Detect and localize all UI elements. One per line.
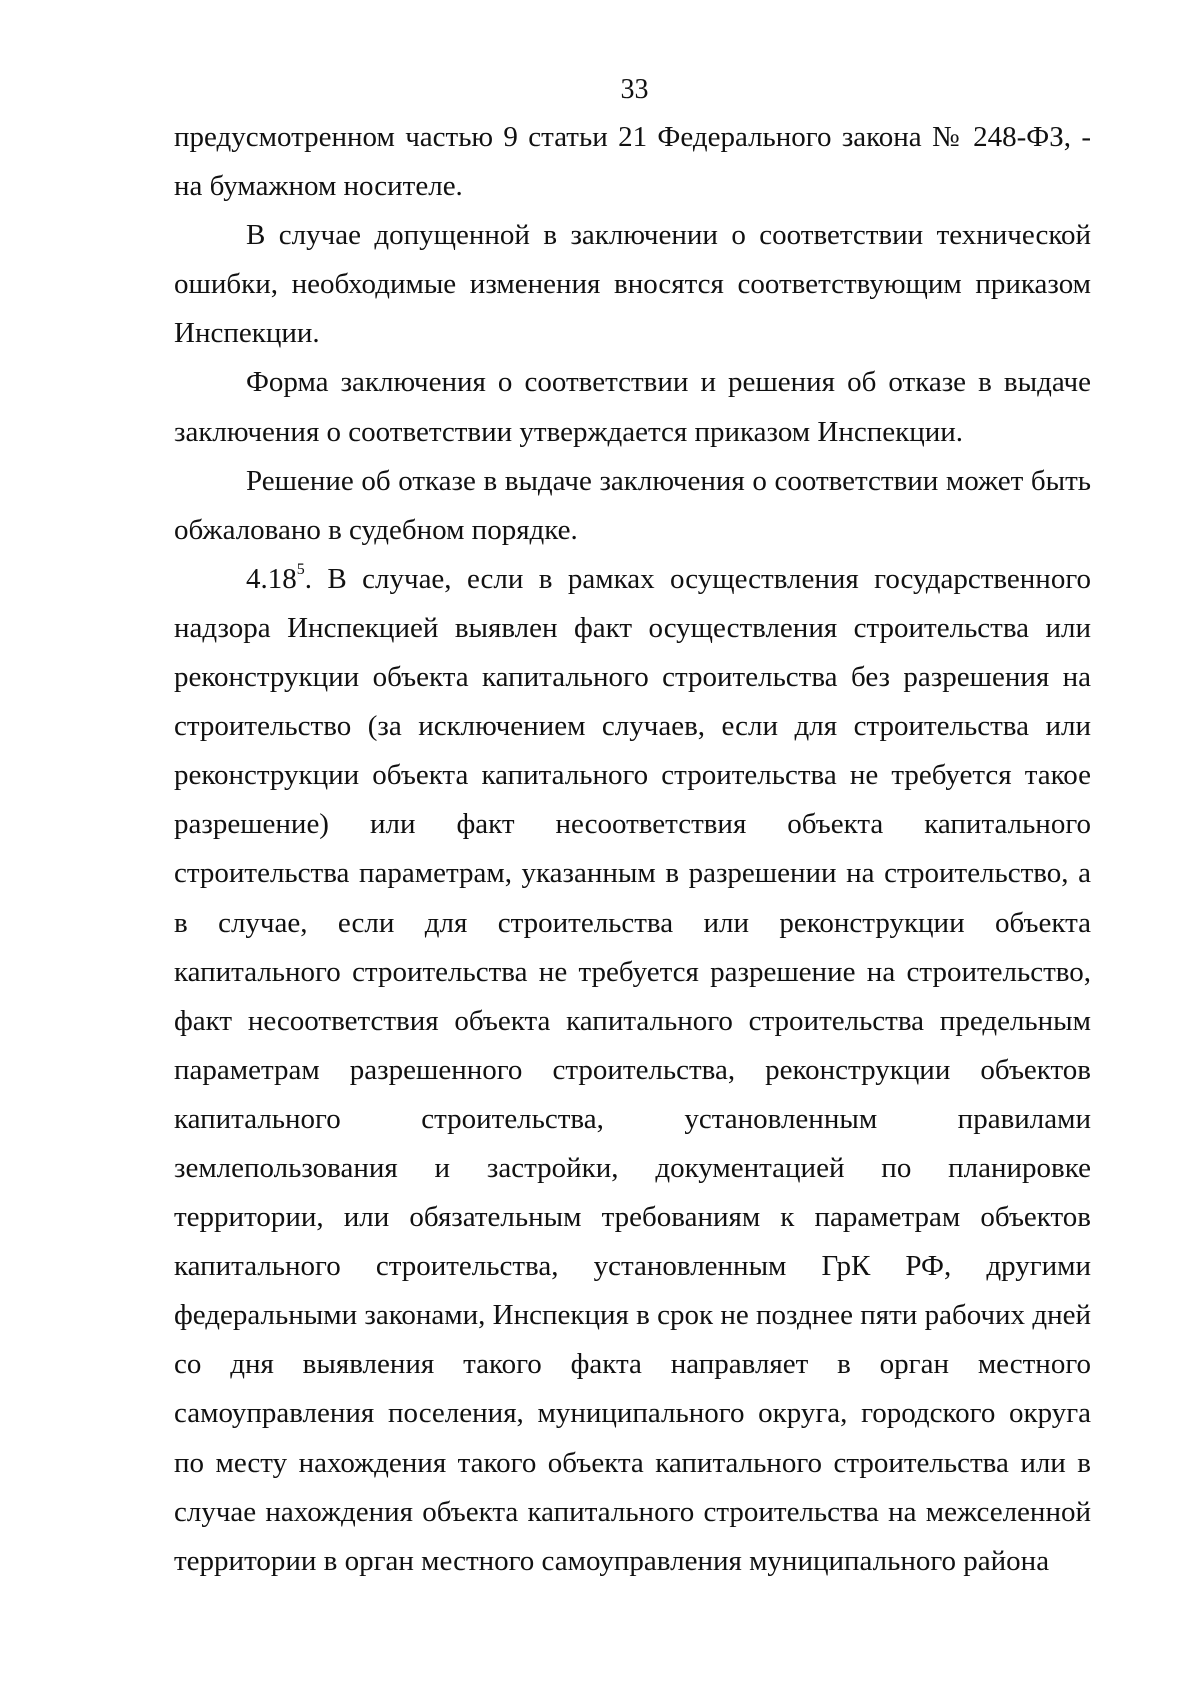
paragraph-appeal: Решение об отказе в выдаче заключения о соответствии может быть обжаловано в судебном порядке.: [174, 464, 1091, 546]
paragraph-conclusion-form: Форма заключения о соответствии и решения об отказе в выдаче заключения о соответствии утверждается приказом Инспекции.: [174, 366, 1091, 448]
paragraph-technical-error: В случае допущенной в заключении о соответствии технической ошибки, необходимые изменения вносятся соответствующим приказом Инспекции.: [174, 219, 1091, 350]
paragraph-continuation: предусмотренном частью 9 статьи 21 Федерального закона № 248-ФЗ, - на бумажном носителе.: [174, 121, 1091, 203]
page-number: 33: [620, 74, 649, 105]
clause-number: 4.18: [246, 562, 297, 595]
clause-text: . В случае, если в рамках осуществления государственного надзора Инспекцией выявлен факт осуществления строительства или реконструкции объекта капитального строительства без разрешения на строительство (за исключением случаев, если для строительства или реконструкции объекта капитального строительства не требуется такое разрешение) или факт несоответствия объекта капитального строительства параметрам, указанным в разрешении на строительство, а в случае, если для строительства или реконструкции объекта капитального строительства не требуется разрешение на строительство, факт несоответствия объекта капитального строительства предельным параметрам разрешенного строительства, реконструкции объектов капитального строительства, установленным правилами землепользования и застройки, документацией по планировке территории, или обязательным требованиям к параметрам объектов капитального строительства, установленным ГрК РФ, другими федеральными законами, Инспекция в срок не позднее пяти рабочих дней со дня выявления такого факта направляет в орган местного самоуправления поселения, муниципального округа, городского округа по месту нахождения такого объекта капитального строительства или в случае нахождения объекта капитального строительства на межселенной территории в орган местного самоуправления муниципального района: [174, 562, 1091, 1577]
paragraph-4-18-5: [174, 555, 1091, 1586]
document-body: [174, 113, 1091, 1586]
clause-superscript: 5: [296, 561, 305, 579]
